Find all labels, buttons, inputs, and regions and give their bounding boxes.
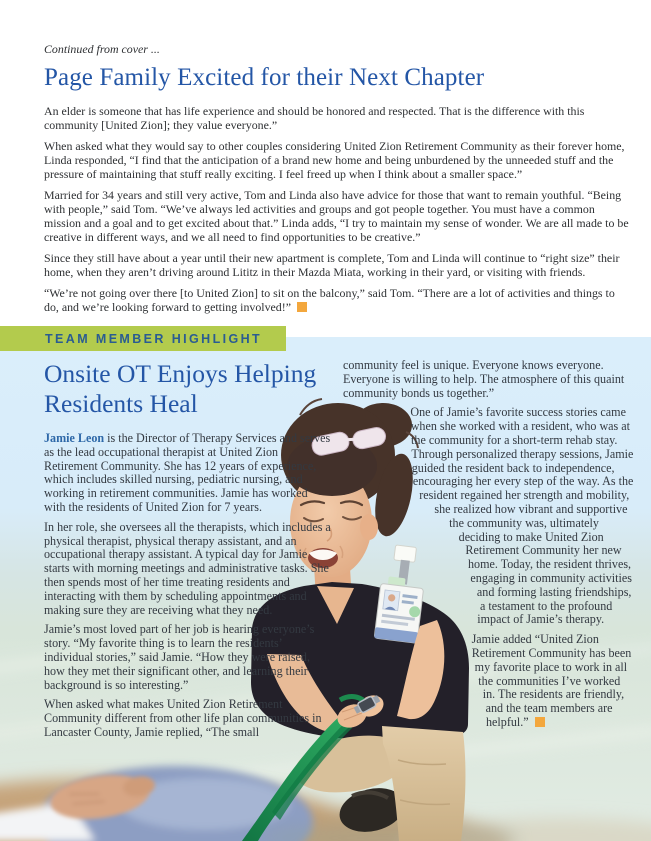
highlight-left-column xyxy=(44,359,332,746)
highlight-title xyxy=(44,359,332,419)
article-paragraph: Married for 34 years and still very active, Tom and Linda also have advice for those that want to remain youthful. “Being with people,” said Tom. “We’ve always led activities and groups and got people together. You must have a common mission and a goal and to get excited about that.” Linda adds, “I try to maintain my sense of wonder. We are all made to be creative in different ways, and we all need to find opportunities to be creative.” xyxy=(44,187,629,245)
highlight-paragraph: When asked what makes United Zion Retirement Community different from other life plan communities in Lancaster County, Jamie replied, “The small xyxy=(44,697,322,739)
highlight-paragraph-text: is the Director of Therapy Services and serves as the lead occupational therapist at United Zion Retirement Community. She has 12 years of experience, which includes skilled nursing, pediatric nursing, and working in retirement communities. Jamie has worked with the residents of United Zion for 7 years. xyxy=(44,431,331,514)
team-member-highlight-banner xyxy=(0,326,286,351)
highlight-paragraph xyxy=(44,432,332,515)
highlight-title-line: Onsite OT Enjoys Helping xyxy=(44,359,317,388)
cover-continued-article xyxy=(44,42,630,321)
highlight-paragraph: Jamie’s most loved part of her job is hearing everyone’s story. “My favorite thing is to learn the residents’ individual stories,” said Jamie. “How they were raised, how they met their significant other, and learning their background is so interesting.” xyxy=(44,622,315,692)
team-member-highlight-section xyxy=(0,331,651,841)
end-mark-icon xyxy=(297,302,307,312)
highlight-paragraph: community feel is unique. Everyone knows everyone. Everyone is willing to help. The atmosphere of this quaint community bonds us together.” xyxy=(343,358,625,400)
article-title: Page Family Excited for their Next Chapter xyxy=(44,63,485,91)
article-paragraph: Since they still have about a year until their new apartment is complete, Tom and Linda will continue to “right size” their home, when they aren’t driving around Lititz in their Mazda Miata, working in their yard, or visiting with friends. xyxy=(44,251,620,280)
article-paragraph: An elder is someone that has life experience and should be honored and respected. That is the difference with this community [United Zion]; they value everyone.” xyxy=(44,103,585,132)
article-paragraph xyxy=(44,286,630,314)
highlight-title-line: Residents Heal xyxy=(44,389,198,418)
end-mark-icon xyxy=(535,717,545,727)
lead-name: Jamie Leon xyxy=(44,431,105,445)
article-paragraph: When asked what they would say to other couples considering United Zion Retirement Community as their forever home, Linda responded, “I find that the anticipation of a brand new home and being unburdened by the unneeded stuff and the pressure of maintaining that stuff really exciting. I feel freed up when I think about a smaller space.” xyxy=(44,138,625,182)
highlight-paragraph: In her role, she oversees all the therapists, which includes a physical therapist, physical therapy assistant, and an occupational therapy assistant. A typical day for Jamie starts with morning meetings and administrative tasks. She then spends most of her time treating residents and interacting with them by scheduling appointments and making sure they are receiving what they need. xyxy=(44,519,331,617)
banner-label: TEAM MEMBER HIGHLIGHT xyxy=(45,331,263,346)
continued-from-cover-note: Continued from cover ... xyxy=(44,42,160,56)
highlight-paragraph-text: Jamie added “United Zion Retirement Community has been my favorite place to work in all the communities I’ve worked in. The residents are friendly, and the team members are helpful.” xyxy=(471,632,632,729)
highlight-right-column xyxy=(343,359,634,788)
highlight-paragraph: One of Jamie’s favorite success stories came when she worked with a resident, who was at the community for a short-term rehab stay. Through personalized therapy sessions, Jamie guided the resident back to independence, encouraging her every step of the way. As the resident regained her strength and mobility, she realized how vibrant and supportive the community was, ultimately deciding to make United Zion Retirement Community her new home. Today, the resident thrives, engaging in community activities and forming lasting friendships, a testament to the profound impact of Jamie’s therapy. xyxy=(410,405,634,627)
article-paragraph-text: “We’re not going over there [to United Zion] to sit on the balcony,” said Tom. “There are a lot of activities and things to do, and we’re looking forward to getting involved!” xyxy=(44,285,615,315)
